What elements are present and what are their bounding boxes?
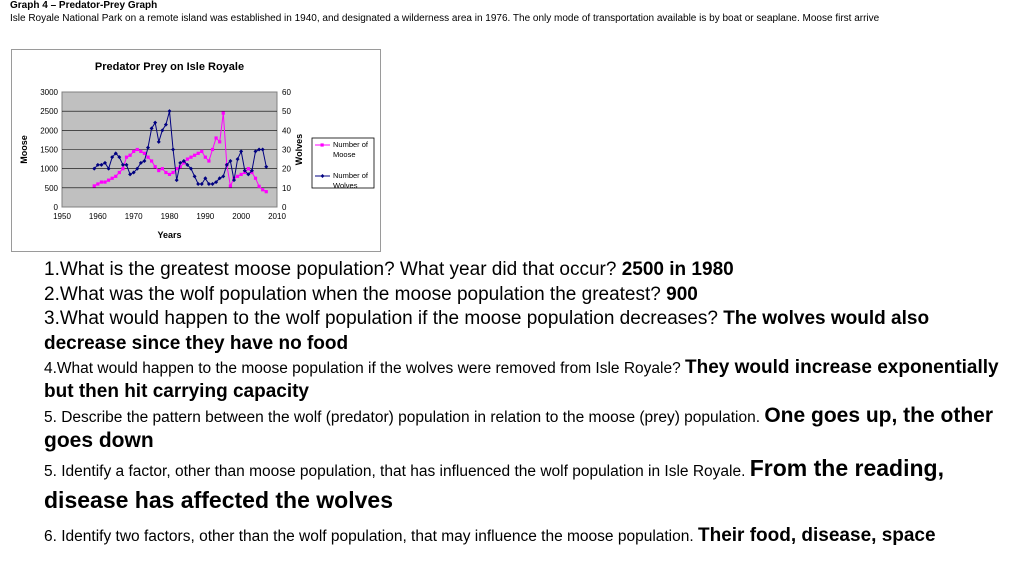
moose-point: [93, 184, 96, 187]
moose-point: [207, 159, 210, 162]
moose-point: [229, 184, 232, 187]
moose-point: [257, 185, 260, 188]
graph-heading: Graph 4 – Predator-Prey Graph: [10, 0, 158, 11]
moose-point: [236, 175, 239, 178]
legend-label: Number of Moose: [333, 140, 369, 159]
question-4-text: 4.What would happen to the moose population if the wolves were removed from Isle Royale?: [44, 360, 686, 377]
y2-tick-label: 20: [282, 164, 291, 174]
moose-point: [261, 188, 264, 191]
moose-point: [121, 167, 124, 170]
moose-point: [218, 140, 221, 143]
answer-4: They would increase exponentially but then hit carrying capacity: [44, 357, 999, 402]
moose-point: [136, 148, 139, 151]
moose-point: [240, 173, 243, 176]
question-3-text: 3.What would happen to the wolf population if the moose population decreases?: [44, 308, 724, 329]
y-tick-label: 1500: [40, 145, 58, 155]
y2-axis-label: Wolves: [294, 133, 304, 166]
chart-title: Predator Prey on Isle Royale: [94, 61, 245, 73]
moose-point: [143, 152, 146, 155]
moose-point: [125, 156, 128, 159]
moose-point: [128, 154, 131, 157]
question-6-text: 6. Identify two factors, other than the wolf population, that may influence the moose population.: [44, 528, 698, 545]
moose-point: [265, 190, 268, 193]
x-axis-label: Years: [157, 230, 182, 240]
y-tick-label: 0: [53, 203, 58, 212]
moose-point: [189, 156, 192, 159]
moose-point: [132, 150, 135, 153]
answer-5: One goes up, the other goes down: [44, 404, 993, 452]
y2-tick-label: 60: [282, 88, 291, 97]
y2-tick-label: 40: [282, 126, 291, 136]
y-tick-label: 2500: [40, 107, 58, 117]
question-1-text: 1.What is the greatest moose population? What year did that occur?: [44, 259, 622, 280]
question-5b: [44, 454, 1014, 518]
moose-point: [254, 177, 257, 180]
predator-prey-chart: [11, 49, 381, 252]
question-5-text: 5. Describe the pattern between the wolf (predator) population in relation to the moose (prey) population.: [44, 409, 765, 426]
x-tick-label: 1960: [88, 212, 107, 221]
moose-point: [139, 150, 142, 153]
answer-3: The wolves would also decrease since they have no food: [44, 308, 930, 354]
y2-tick-label: 0: [282, 203, 287, 212]
moose-point: [200, 150, 203, 153]
question-1: [44, 258, 1014, 283]
moose-point: [103, 180, 106, 183]
moose-point: [107, 179, 110, 182]
moose-point: [100, 180, 103, 183]
question-5b-text: 5. Identify a factor, other than moose population, that has influenced the wolf population in Isle Royale.: [44, 463, 750, 480]
answer-5b: From the reading, disease has affected the wolves: [44, 455, 944, 513]
moose-point: [168, 173, 171, 176]
legend-label: Number of Wolves: [333, 171, 369, 190]
moose-point: [96, 182, 99, 185]
x-tick-label: 1970: [124, 212, 143, 221]
x-tick-label: 1990: [196, 212, 215, 221]
question-list: [44, 258, 1014, 548]
intro-paragraph: Isle Royale National Park on a remote island was established in 1940, and designated a wilderness area in 1976. The only mode of transportation available is by boat or seaplane. Moose first arrive: [10, 13, 880, 24]
moose-point: [171, 171, 174, 174]
question-3: [44, 307, 1014, 356]
moose-point: [204, 156, 207, 159]
moose-point: [146, 156, 149, 159]
moose-point: [164, 171, 167, 174]
moose-point: [157, 169, 160, 172]
moose-point: [211, 148, 214, 151]
question-2: [44, 283, 1014, 308]
moose-point: [222, 111, 225, 114]
legend-swatch-marker: [321, 143, 324, 146]
x-tick-label: 2010: [268, 212, 286, 221]
question-4: [44, 356, 1014, 404]
answer-6: Their food, disease, space: [697, 525, 936, 546]
y-tick-label: 1000: [40, 164, 58, 174]
question-5: [44, 404, 1014, 454]
moose-point: [150, 159, 153, 162]
x-tick-label: 1980: [160, 212, 179, 221]
x-tick-label: 1950: [53, 212, 71, 221]
y-tick-label: 3000: [40, 88, 58, 97]
y-axis-label: Moose: [19, 135, 29, 164]
question-6: [44, 524, 1014, 548]
y-tick-label: 2000: [40, 126, 58, 136]
moose-point: [161, 167, 164, 170]
answer-1: 2500 in 1980: [621, 259, 734, 280]
moose-point: [186, 157, 189, 160]
y2-tick-label: 10: [282, 183, 291, 193]
y-tick-label: 500: [44, 183, 58, 193]
moose-point: [114, 175, 117, 178]
chart-canvas: [12, 50, 380, 251]
answer-2: 900: [666, 283, 698, 305]
moose-point: [154, 165, 157, 168]
moose-point: [247, 167, 250, 170]
moose-point: [197, 152, 200, 155]
moose-point: [193, 154, 196, 157]
moose-point: [111, 177, 114, 180]
y2-tick-label: 50: [282, 107, 291, 117]
moose-point: [118, 171, 121, 174]
moose-point: [214, 136, 217, 139]
y2-tick-label: 30: [282, 145, 291, 155]
x-tick-label: 2000: [232, 212, 251, 221]
question-2-text: 2.What was the wolf population when the moose population the greatest?: [44, 283, 667, 305]
